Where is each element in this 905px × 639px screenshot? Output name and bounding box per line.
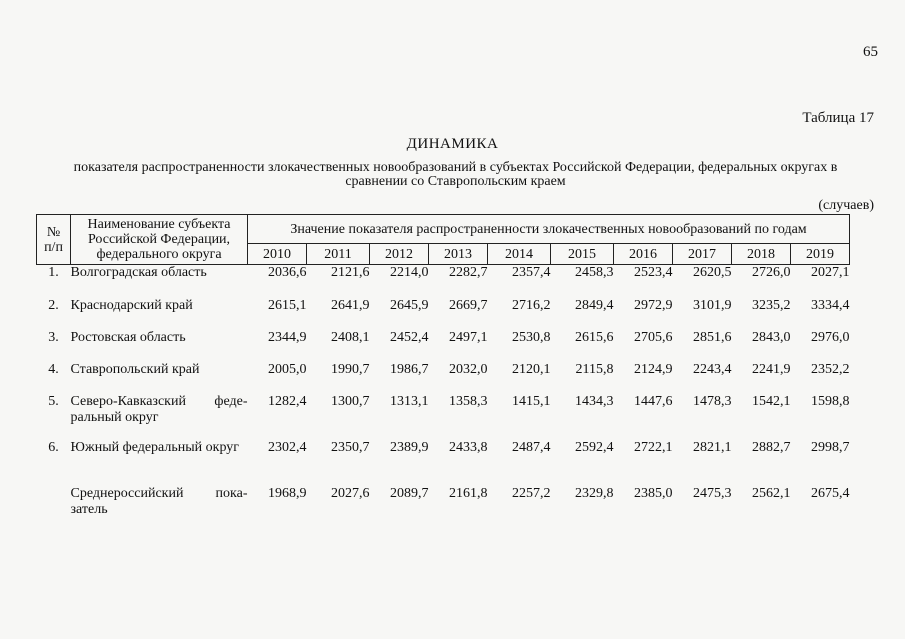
value-2014: 2530,8 <box>512 330 551 345</box>
value-2016: 2124,9 <box>634 362 673 377</box>
value-2010: 1968,9 <box>268 486 307 501</box>
value-2014: 2120,1 <box>512 362 551 377</box>
value-2013: 2032,0 <box>449 362 488 377</box>
value-2018: 2726,0 <box>752 265 791 280</box>
table-row <box>37 486 850 532</box>
value-2014: 2487,4 <box>512 440 551 455</box>
header-year-2019: 2019 <box>791 244 850 265</box>
row-name: Северо-Кавказский феде-ральный округ <box>70 394 248 425</box>
value-2012: 1986,7 <box>390 362 429 377</box>
value-2019: 2976,0 <box>811 330 850 345</box>
value-2019: 2998,7 <box>811 440 850 455</box>
row-number: 3. <box>48 330 59 345</box>
table-row <box>37 265 850 299</box>
value-2019: 1598,8 <box>811 394 850 409</box>
value-2011: 2641,9 <box>331 298 370 313</box>
value-2010: 1282,4 <box>268 394 307 409</box>
header-year-2012: 2012 <box>370 244 429 265</box>
value-2013: 1358,3 <box>449 394 488 409</box>
header-year-2013: 2013 <box>429 244 488 265</box>
value-2018: 2562,1 <box>752 486 791 501</box>
value-2010: 2344,9 <box>268 330 307 345</box>
value-2011: 1990,7 <box>331 362 370 377</box>
row-name: Ростовская область <box>70 330 186 345</box>
value-2019: 2352,2 <box>811 362 850 377</box>
value-2011: 2350,7 <box>331 440 370 455</box>
row-name: Южный федеральный округ <box>70 440 240 455</box>
table-row <box>37 440 850 486</box>
table-row <box>37 362 850 394</box>
value-2011: 1300,7 <box>331 394 370 409</box>
value-2014: 2257,2 <box>512 486 551 501</box>
value-2012: 2214,0 <box>390 265 429 280</box>
header-year-2014: 2014 <box>488 244 551 265</box>
value-2012: 2389,9 <box>390 440 429 455</box>
value-2013: 2433,8 <box>449 440 488 455</box>
header-number-line1: № <box>46 224 61 240</box>
row-number <box>37 486 71 532</box>
value-2012: 2645,9 <box>390 298 429 313</box>
header-year-2015: 2015 <box>551 244 614 265</box>
row-number: 4. <box>48 362 59 377</box>
header-number <box>37 215 71 265</box>
value-2015: 2849,4 <box>575 298 614 313</box>
table-row <box>37 330 850 362</box>
header-year-2017: 2017 <box>673 244 732 265</box>
value-2019: 2675,4 <box>811 486 850 501</box>
value-2016: 2523,4 <box>634 265 673 280</box>
value-2016: 1447,6 <box>634 394 673 409</box>
subtitle-line-2: сравнении со Ставропольским краем <box>345 174 566 189</box>
value-2010: 2036,6 <box>268 265 307 280</box>
value-2010: 2615,1 <box>268 298 307 313</box>
value-2016: 2385,0 <box>634 486 673 501</box>
row-number: 1. <box>48 265 59 280</box>
value-2018: 2241,9 <box>752 362 791 377</box>
header-name: Наименование субъекта Российской Федерации, федерального округа <box>71 215 248 265</box>
page-number: 65 <box>863 44 878 60</box>
value-2013: 2669,7 <box>449 298 488 313</box>
row-name: Краснодарский край <box>70 298 193 313</box>
value-2015: 2615,6 <box>575 330 614 345</box>
value-2012: 2452,4 <box>390 330 429 345</box>
header-year-2011: 2011 <box>307 244 370 265</box>
row-number: 6. <box>48 440 59 455</box>
prevalence-table <box>36 214 850 532</box>
value-2013: 2161,8 <box>449 486 488 501</box>
value-2016: 2972,9 <box>634 298 673 313</box>
subtitle-line-1: показателя распространенности злокачественных новообразований в субъектах Российской Федерации, федеральных округах в <box>73 160 838 175</box>
units-label: (случаев) <box>818 198 874 213</box>
row-name: Ставропольский край <box>70 362 200 377</box>
value-2011: 2121,6 <box>331 265 370 280</box>
value-2016: 2705,6 <box>634 330 673 345</box>
document-title: ДИНАМИКА <box>406 136 499 152</box>
header-year-2018: 2018 <box>732 244 791 265</box>
value-2015: 1434,3 <box>575 394 614 409</box>
header-year-2010: 2010 <box>248 244 307 265</box>
value-2018: 2843,0 <box>752 330 791 345</box>
value-2015: 2458,3 <box>575 265 614 280</box>
value-2014: 2716,2 <box>512 298 551 313</box>
value-2015: 2592,4 <box>575 440 614 455</box>
value-2015: 2115,8 <box>575 362 614 377</box>
value-2014: 1415,1 <box>512 394 551 409</box>
table-row <box>37 298 850 330</box>
value-2010: 2302,4 <box>268 440 307 455</box>
value-2011: 2027,6 <box>331 486 370 501</box>
value-2017: 3101,9 <box>693 298 732 313</box>
row-name: Волгоградская область <box>70 265 207 280</box>
value-2018: 1542,1 <box>752 394 791 409</box>
value-2018: 3235,2 <box>752 298 791 313</box>
value-2017: 2851,6 <box>693 330 732 345</box>
table-row <box>37 394 850 440</box>
value-2017: 2475,3 <box>693 486 732 501</box>
table-label: Таблица 17 <box>802 110 874 126</box>
value-2019: 3334,4 <box>811 298 850 313</box>
value-2017: 2620,5 <box>693 265 732 280</box>
header-year-2016: 2016 <box>614 244 673 265</box>
value-2019: 2027,1 <box>811 265 850 280</box>
value-2018: 2882,7 <box>752 440 791 455</box>
value-2011: 2408,1 <box>331 330 370 345</box>
value-2017: 2821,1 <box>693 440 732 455</box>
value-2016: 2722,1 <box>634 440 673 455</box>
row-number: 5. <box>48 394 59 409</box>
table-body <box>37 265 850 533</box>
row-name: Среднероссийский пока-затель <box>70 486 248 517</box>
header-number-line2: п/п <box>44 239 63 255</box>
value-2015: 2329,8 <box>575 486 614 501</box>
value-2010: 2005,0 <box>268 362 307 377</box>
value-2014: 2357,4 <box>512 265 551 280</box>
value-2013: 2282,7 <box>449 265 488 280</box>
value-2012: 2089,7 <box>390 486 429 501</box>
row-number: 2. <box>48 298 59 313</box>
value-2017: 2243,4 <box>693 362 732 377</box>
document-subtitle <box>38 161 873 189</box>
value-2013: 2497,1 <box>449 330 488 345</box>
header-group: Значение показателя распространенности злокачественных новообразований по годам <box>248 215 850 244</box>
value-2017: 1478,3 <box>693 394 732 409</box>
value-2012: 1313,1 <box>390 394 429 409</box>
